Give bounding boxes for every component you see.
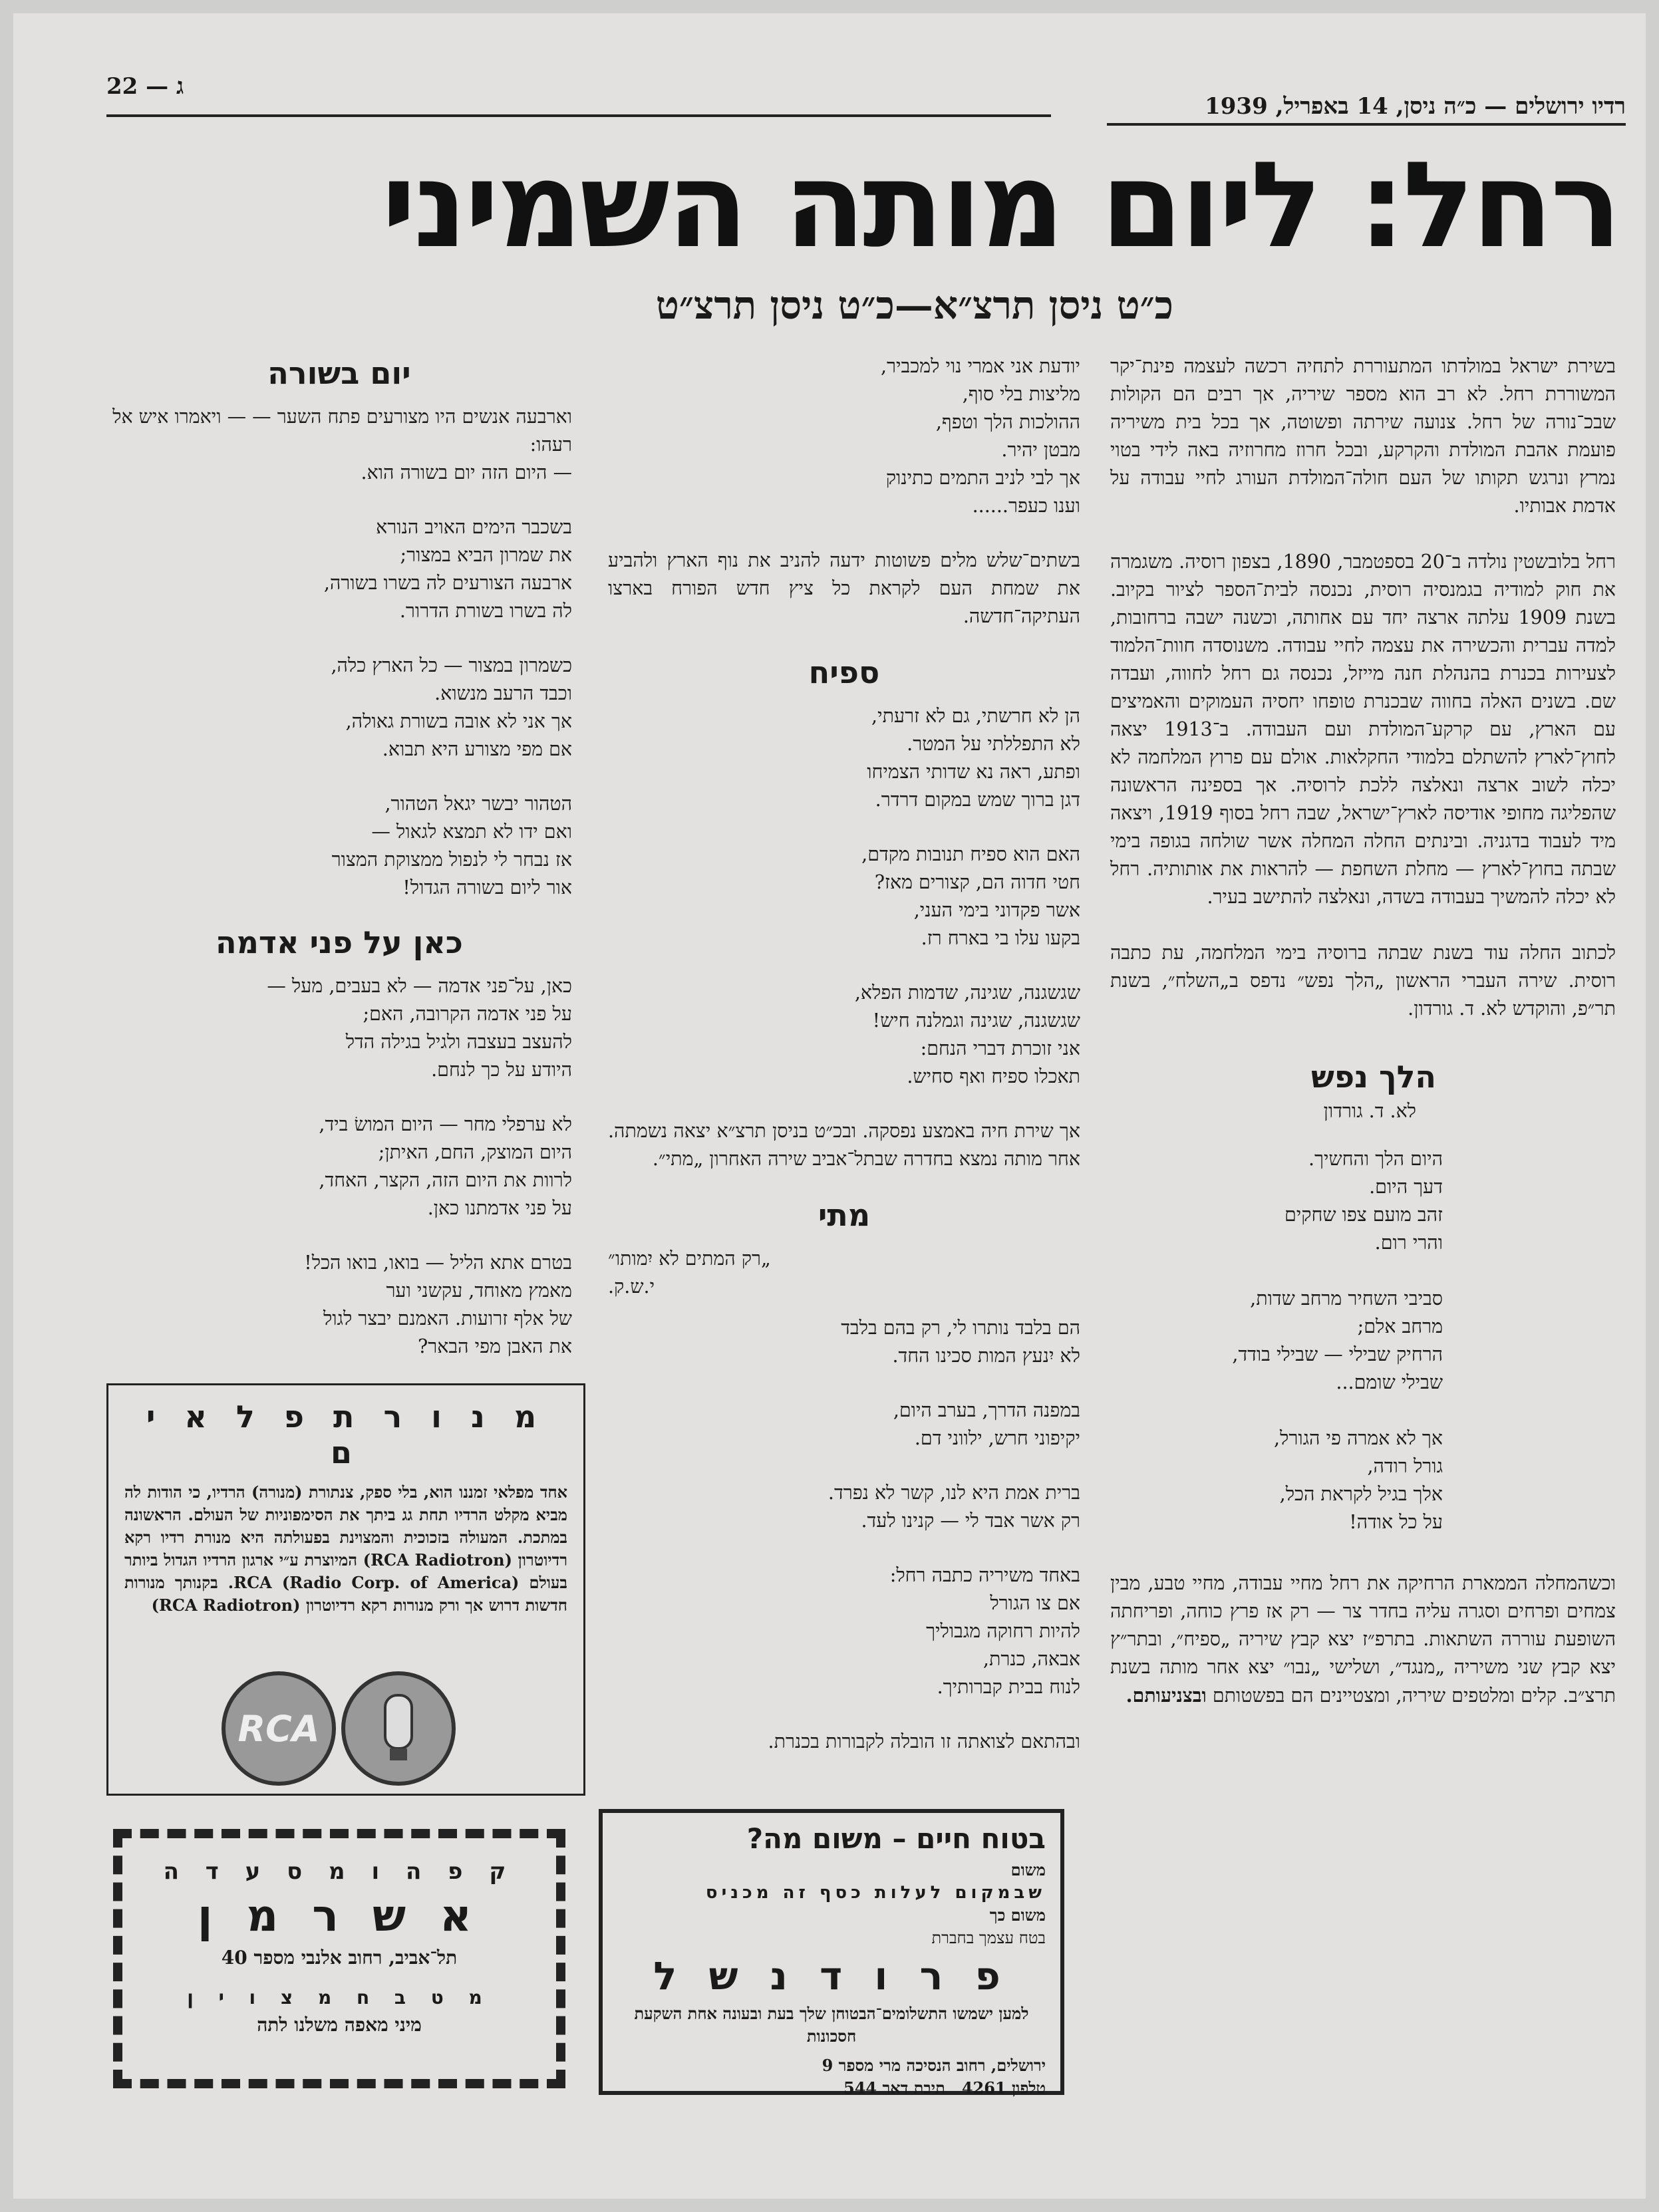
poem-text: ברית אמת היא לנו, קשר לא נפרד. רק אשר אבד לי — קנינו לעד.: [828, 1482, 1080, 1532]
article-text: וכשהמחלה הממארת הרחיקה את רחל מחיי עבודה, מחיי טבע, מבין צמחים ופרחים וסגרה עליה בחדר צר — רק אז פרץ כוחה, ופריחתה השופעת עוררה השתאות. בתרפ״ז יצא קבץ שיריה „ספיח״, ובתר״ץ יצא קבץ שני משיריה „מנגד״, ושלישי „נבו״ יצא אחר מותה בשנת תרצ״ב. קלים ומלטפים שיריה, ומצטיינים הם בפשטותם: [1110, 1572, 1616, 1707]
ad-line: בטח עצמך בחברת: [931, 1929, 1046, 1947]
ad-name: א ש ר מ ן: [197, 1890, 482, 1941]
ad-line: למען ישמשו התשלומים־הבטוחן שלך בעת ובעונה אחת השקעת חסכונות: [634, 2004, 1029, 2046]
rca-logo: RCA: [222, 1671, 336, 1786]
masthead-line: רדיו ירושלים — כ״ה ניסן, 14 באפריל, 1939: [1205, 93, 1626, 120]
article-paragraph: אך שירת חיה באמצע נפסקה. ובכ״ט בניסן תרצ״א יצאה נשמתה. אחר מותה נמצא בחדרה שבתל־אביב שירה האחרון „מתי״.: [608, 1120, 1080, 1170]
poem-text: וארבעה אנשים היו מצורעים פתח השער — — ויאמרו איש אל רעהו: — היום הזה יום בשורה הוא.: [112, 406, 572, 484]
poem-text: הטהור יבשר יגאל הטהור, ואם ידו לא תמצא לגאול — אז נבחר לי לנפול ממצוקת המצור אור ליום בשורה הגדול!: [331, 793, 572, 899]
poem-text: כאן, על־פני אדמה — לא בעבים, מעל — על פני אדמה הקרובה, האם; להעצב בעצבה ולגיל בגילה הדל היודע על כך לנחם.: [267, 975, 572, 1081]
header-rule-left: [106, 114, 1051, 117]
article-text-bold: ובצניעותם.: [1126, 1684, 1207, 1707]
article-paragraph: ובהתאם לצואתה זו הובלה לקבורות בכנרת.: [768, 1730, 1080, 1752]
ad-pobox: תיבת דאר 544: [843, 2078, 945, 2098]
ad-line: מ ט ב ח מ צ ו י ן: [187, 1987, 492, 2008]
poem-text: היום הלך והחשיך. דעך היום. זהב מועם צפו שחקים והרי רום. סביבי השחיר מרחב שדות, מרחב אלם; הרחיק שבילי — שבילי בודד, שבילי שומם... אך לא אמרה פי הגורל, גורל רודה, אלך בגיל לקראת הכל, על כל אודה!: [1232, 1148, 1443, 1533]
article-paragraph: [1110, 1570, 1616, 1710]
ad-line: שבמקום לעלות כסף זה מכניס: [705, 1883, 1046, 1903]
poem-text: כשמרון במצור — כל הארץ כלה, וכבד הרעב מנשוא. אך אני לא אובה בשורת גאולה, אם מפי מצורע היא תבוא.: [331, 654, 572, 760]
article-paragraph: בשירת ישראל במולדתו המתעוררת לתחיה רכשה לעצמה פינת־יקר המשוררת רחל. לא רב הוא מספר שיריה, אך רבים הם הקולות שבכ־נורה של רחל. צנועה שירתה ופשוטה, אך בכל בית משיריה פועמת אהבת המולדת והקרקע, ובכל חרוז מחרוזיה באה לידי בטוי נמרץ ונרגש תקותו של העם חולה־המולדת העורג לחיי עבודה על אדמת אבותיו.: [1110, 355, 1616, 517]
subheadline: כ״ט ניסן תרצ״א—כ״ט ניסן תרצ״ט: [655, 283, 1173, 328]
poem-title: מתי: [818, 1197, 871, 1233]
page-number: ג — 22: [106, 73, 184, 100]
article-paragraph: בשתים־שלש מלים פשוטות ידעה להניב את נוף הארץ ולהביע את שמחת העם לקראת כל ציץ חדש הפורח בארצו העתיקה־חדשה.: [608, 549, 1080, 627]
ad-phone: טלפון 4261: [961, 2078, 1046, 2098]
poem-title: ספיח: [808, 654, 880, 690]
ad-rca: [106, 1383, 585, 1796]
ad-contact: [617, 2077, 1046, 2100]
poem-title: יום בשורה: [267, 355, 411, 391]
ad-line: מיני מאפה משלנו לתה: [257, 2014, 422, 2036]
ad-address: ירושלים, רחוב הנסיכה מרי מספר 9: [822, 2056, 1046, 2075]
epigraph: „רק המתים לא יִמותו״ י.ש.ק.: [608, 1248, 771, 1298]
poem-text: האם הוא ספיח תנובות מקדם, חטי חדוה הם, קצורים מאז? אשר פקדוני בימי העני, בקעו עלו בי בארח רז.: [861, 843, 1080, 949]
poem-text: במפנה הדרך, בערב היום, יקיפוני חרש, ילווני דם.: [893, 1399, 1080, 1449]
article-paragraph: לכתוב החלה עוד בשנת שבתה ברוסיה בימי המלחמה, עת כתבה רוסית. שירה העברי הראשון „הלך נפש״ נדפס ב„השלח״, בשנת תר״פ, והוקדש לא. ד. גורדון.: [1110, 942, 1616, 1020]
newspaper-page: [13, 13, 1646, 2199]
poem-text: הן לא חרשתי, גם לא זרעתי, לא התפללתי על המטר. ופתע, ראה נא שדותי הצמיחו דגן ברוך שמש במקום דרדר.: [867, 705, 1080, 811]
poem-text: שגשגנה, שגינה, שדמות הפלא, שגשגנה, שגינה וגמלנה חיש! אני זוכרת דברי הנחם: תאכלו ספיח ואף סחיש.: [854, 982, 1080, 1087]
ad-cafe: [113, 1829, 565, 2088]
ad-name: פ ר ו ד נ ש ל: [653, 1953, 1010, 1999]
ad-line: ק פ ה ו מ ס ע ד ה: [163, 1858, 516, 1885]
poem-text: הם בלבד נותרו לי, רק בהם בלבד לא יִנעץ המות סכינו החד.: [841, 1317, 1080, 1367]
poem-title: כאן על פני אדמה: [216, 924, 463, 960]
ad-line: משום כך: [989, 1905, 1046, 1925]
poem-text: לא ערפלי מחר — היום המושׂ ביד, היום המוצק, החם, האיתן; לרוות את היום הזה, הקצר, האחד, על פני אדמתנו כאן.: [319, 1113, 572, 1219]
ad-title: בטוח חיים – משום מה?: [746, 1822, 1046, 1855]
poem-text: יודעת אני אמרי נוי למכביר, מליצות בלי סוף, ההולכות הלך וטפף, מבטן יהיר. אך לבי לניב התמים כתינוק וענו כעפר......: [881, 355, 1080, 517]
ad-title: מ נ ו ר ת פ ל א י ם: [146, 1399, 546, 1470]
ad-body: אחד מפלאי זמננו הוא, בלי ספק, צנתורת (מנורה) הרדיו, כי הודות לה מביא מקלט הרדיו תחת גג ביתך את הסימפוניות של העולם. הראשונה במתכת. המעולה בזכוכית והמצוינת בפעולתה היא מנורת רדיו רקא רדיוטרון (RCA Radiotron) המיוצרת ע״י ארגון הרדיו הגדול ביותר בעולם RCA (Radio Corp. of America). בקנותך מנורות חדשות דרוש אך ורק מנורות רקא רדיוטרון (RCA Radiotron): [124, 1482, 567, 1615]
ad-address: תל־אביב, רחוב אלנבי מספר 40: [221, 1947, 458, 1969]
poem-text: בשכבר הימים האויב הנורא את שמרון הביא במצור; ארבעה הצורעים לה בשרו בשורה, לה בשרו בשורת הדרור.: [323, 516, 572, 622]
column-right: [1110, 352, 1616, 2095]
poem-byline: לא. ד. גורדון: [1323, 1100, 1416, 1122]
radio-tube-icon: [341, 1671, 456, 1786]
poem-title: הלך נפש: [1311, 1059, 1436, 1095]
ad-line: משום: [1010, 1860, 1046, 1879]
header-rule-right: [1107, 123, 1626, 126]
headline: רחל: ליום מותה השמיני: [381, 136, 1619, 274]
column-middle: [608, 352, 1080, 1849]
poem-text: באחד משיריה כתבה רחל: אם צו הגורל להיות רחוקה מגבוליך אבאה, כנרת, לנוח בבית קברותיך.: [889, 1564, 1080, 1698]
article-paragraph: רחל בלובשטין נולדה ב־20 בספטמבר, 1890, בצפון רוסיה. משגמרה את חוק למודיה בגמנסיה רוסית, נכנסה לבית־הספר לציור בקיוב. בשנת 1909 עלתה ארצה יחד עם אחותה, וכשנה ישבה ברחובות, למדה עברית והכשירה את עצמה לחיי עבודה. משנוסדה חוות־הלמוד לצעירות בכנרת בהנהלת חנה מייזל, נכנסה גם רחל לחווה, ועבדה שם. בשנים האלה בחווה שבכנרת טופחו יחסיה העמוקים והאמיצים עם הארץ, עם קרקע־המולדת ועם העבודה. ב־1913 יצאה לחוץ־לארץ להשתלם בלמודי החקלאות. אולם עם פרוץ המלחמה לא יכלה לשוב ארצה ונאלצה ללכת לרוסיה. אך בספינה הראשונה שהפליגה מחופי אודיסה לארץ־ישראל, שבה רחל בסוף 1919, ויצאה מיד לעבוד בדגניה. ובינתים החלה המחלה אשר שולחה בגופה בימי שבתה בחוץ־לארץ — מחלת השחפת — להראות את אותותיה. רחל לא יכלה להמשיך בעבודה בשדה, ונאלצה להתישב בעיר.: [1110, 551, 1616, 908]
column-left: [106, 352, 572, 1370]
ad-insurance: [599, 1809, 1064, 2098]
poem-text: בטרם אתא הליל — בואו, בואו הכל! מאמץ מאוחד, עקשני וער של אלף זרועות. האמנם יבצר לגול את האבן מפי הבאר?: [304, 1252, 572, 1357]
